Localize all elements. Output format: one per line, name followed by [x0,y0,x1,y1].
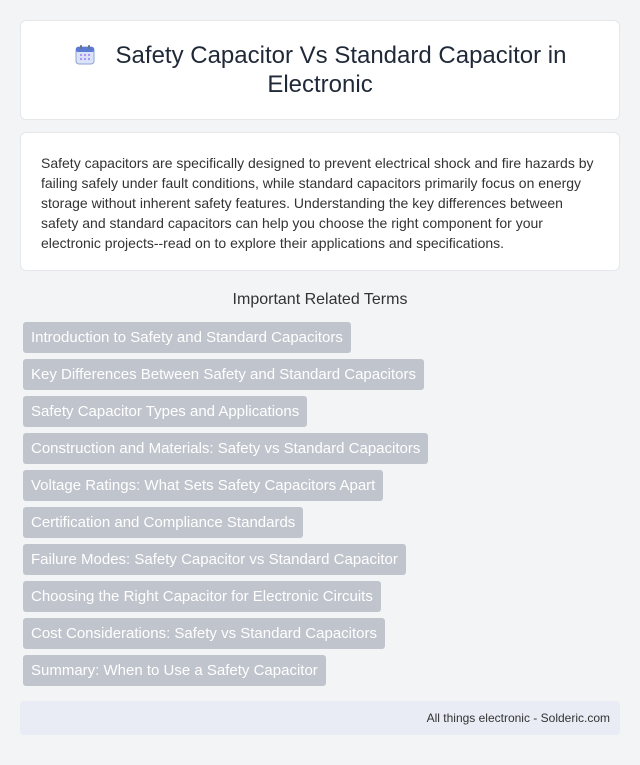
related-term-link[interactable]: Construction and Materials: Safety vs Standard Capacitors [23,433,428,464]
related-term-link[interactable]: Failure Modes: Safety Capacitor vs Standard Capacitor [23,544,406,575]
footer [20,701,620,735]
intro-card [20,132,620,271]
related-term-link[interactable]: Key Differences Between Safety and Standard Capacitors [23,359,424,390]
related-term-link[interactable]: Certification and Compliance Standards [23,507,303,538]
related-term-link[interactable]: Safety Capacitor Types and Applications [23,396,307,427]
page-title-wrap [61,41,579,99]
related-term-link[interactable]: Introduction to Safety and Standard Capacitors [23,322,351,353]
footer-text: All things electronic - Solderic.com [426,711,610,725]
related-term-link[interactable]: Cost Considerations: Safety vs Standard Capacitors [23,618,385,649]
related-term-link[interactable]: Summary: When to Use a Safety Capacitor [23,655,326,686]
intro-text: Safety capacitors are specifically designed to prevent electrical shock and fire hazards by failing safely under fault conditions, while standard capacitors primarily focus on energy storage without inherent safety features. Understanding the key differences between safety and standard capacitors can help you choose the right component for your electronic projects--read on to explore their applications and specifications. [41,155,594,251]
related-term-link[interactable]: Voltage Ratings: What Sets Safety Capacitors Apart [23,470,383,501]
page-title: Safety Capacitor Vs Standard Capacitor in Electronic [115,42,567,98]
title-card [20,20,620,120]
calendar-icon [74,44,96,66]
related-term-link[interactable]: Choosing the Right Capacitor for Electronic Circuits [23,581,381,612]
related-terms-list [20,322,620,692]
related-terms-heading: Important Related Terms [232,291,408,308]
